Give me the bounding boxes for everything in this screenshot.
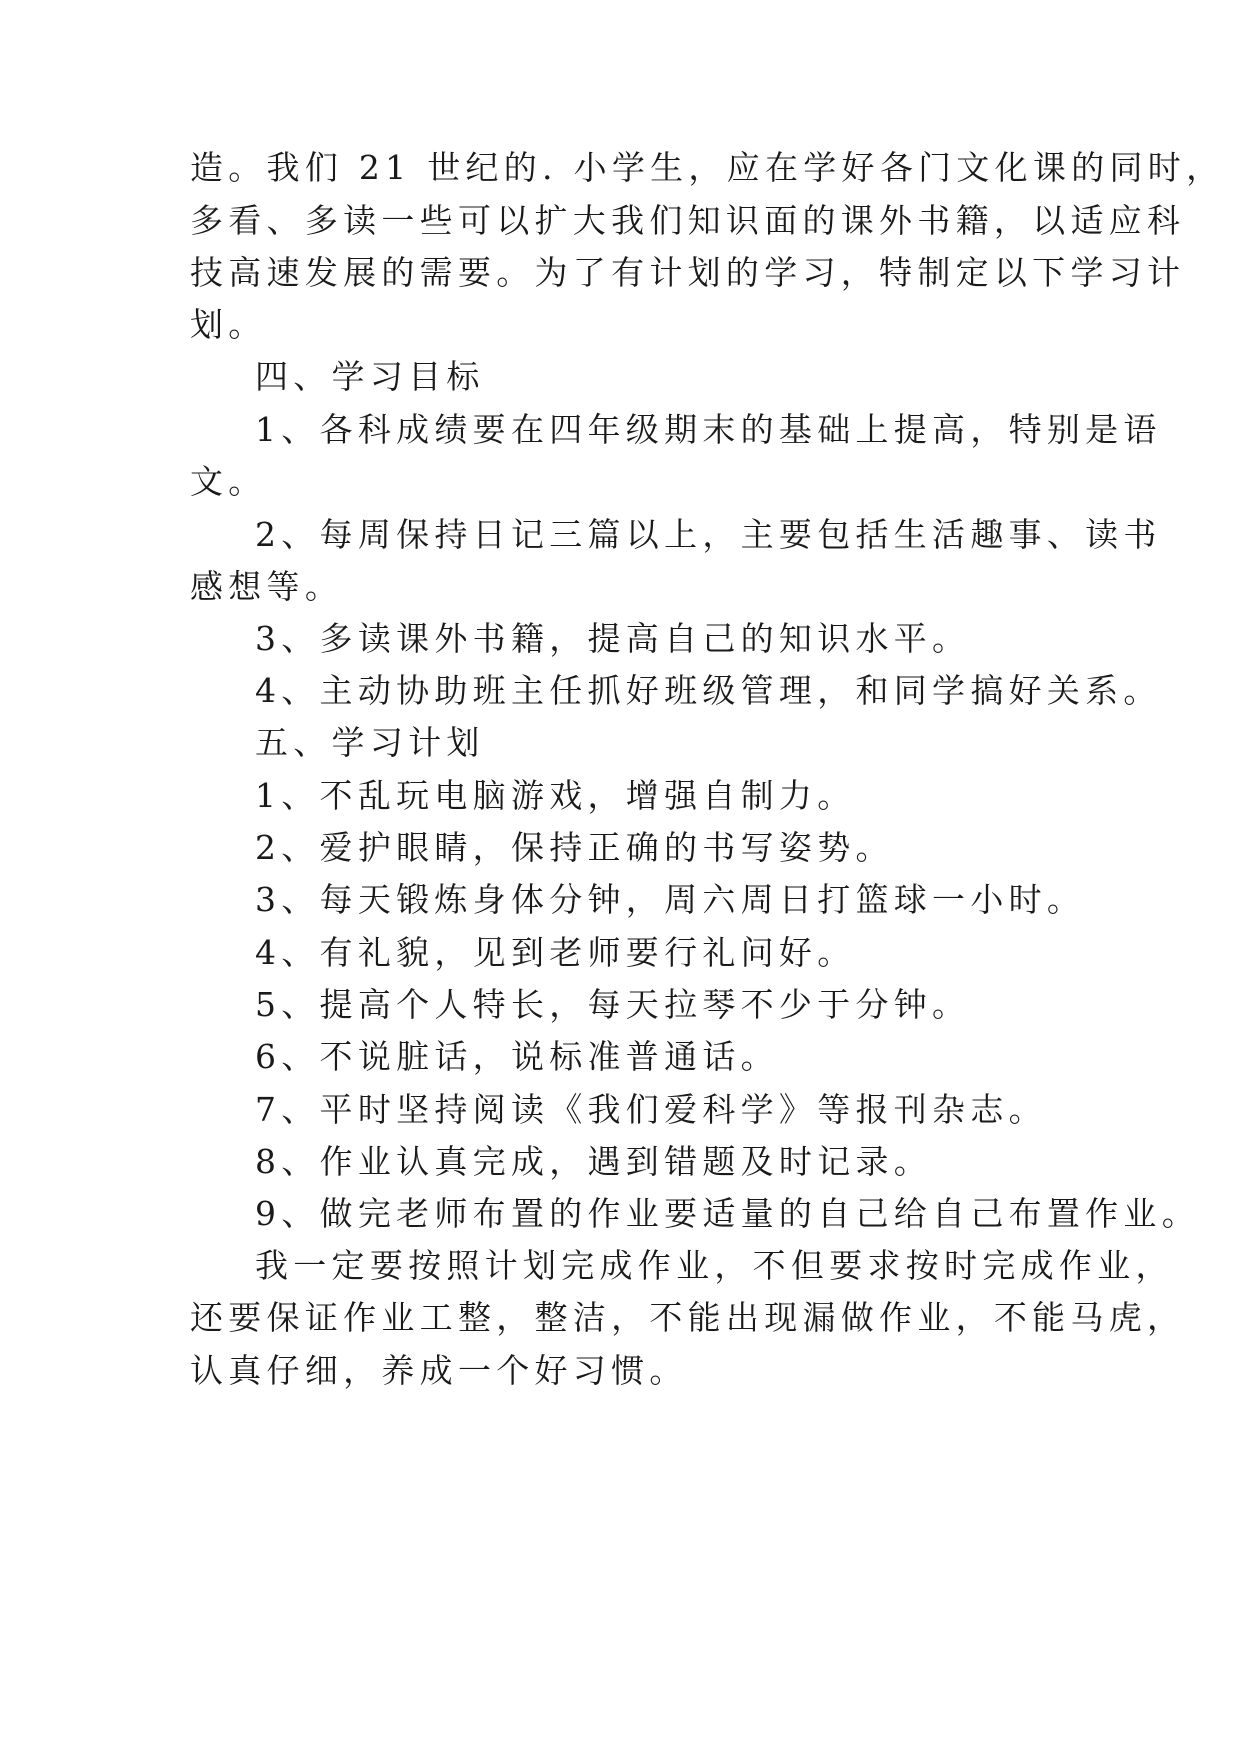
closing-line-2: 还要保证作业工整，整洁，不能出现漏做作业，不能马虎， — [190, 1298, 1186, 1337]
plan-item-9: 9、做完老师布置的作业要适量的自己给自己布置作业。 — [255, 1194, 1200, 1233]
goal-4: 4、主动协助班主任抓好班级管理，和同学搞好关系。 — [255, 671, 1162, 710]
plan-item-5: 5、提高个人特长，每天拉琴不少于分钟。 — [255, 985, 971, 1024]
closing-line-3: 认真仔细，养成一个好习惯。 — [190, 1351, 688, 1390]
section-heading-goals: 四、学习目标 — [255, 357, 485, 396]
plan-item-1: 1、不乱玩电脑游戏，增强自制力。 — [255, 776, 856, 815]
intro-line-3: 技高速发展的需要。为了有计划的学习，特制定以下学习计 — [190, 253, 1186, 292]
intro-line-4: 划。 — [190, 305, 267, 344]
goal-3: 3、多读课外书籍，提高自己的知识水平。 — [255, 619, 971, 658]
plan-item-8: 8、作业认真完成，遇到错题及时记录。 — [255, 1142, 933, 1181]
section-heading-plans: 五、学习计划 — [255, 723, 485, 762]
goal-1-line-2: 文。 — [190, 462, 267, 501]
goal-2-line-1: 2、每周保持日记三篇以上，主要包括生活趣事、读书 — [255, 515, 1162, 554]
plan-item-7: 7、平时坚持阅读《我们爱科学》等报刊杂志。 — [255, 1090, 1047, 1129]
plan-item-3: 3、每天锻炼身体分钟，周六周日打篮球一小时。 — [255, 880, 1086, 919]
closing-line-1: 我一定要按照计划完成作业，不但要求按时完成作业， — [255, 1246, 1174, 1285]
intro-line-2: 多看、多读一些可以扩大我们知识面的课外书籍，以适应科 — [190, 201, 1186, 240]
plan-item-2: 2、爱护眼睛，保持正确的书写姿势。 — [255, 828, 894, 867]
goal-2-line-2: 感想等。 — [190, 567, 344, 606]
plan-item-4: 4、有礼貌，见到老师要行礼问好。 — [255, 933, 856, 972]
plan-item-6: 6、不说脏话，说标准普通话。 — [255, 1037, 779, 1076]
intro-line-1: 造。我们 21 世纪的. 小学生，应在学好各门文化课的同时， — [190, 148, 1225, 187]
goal-1-line-1: 1、各科成绩要在四年级期末的基础上提高，特别是语 — [255, 410, 1162, 449]
